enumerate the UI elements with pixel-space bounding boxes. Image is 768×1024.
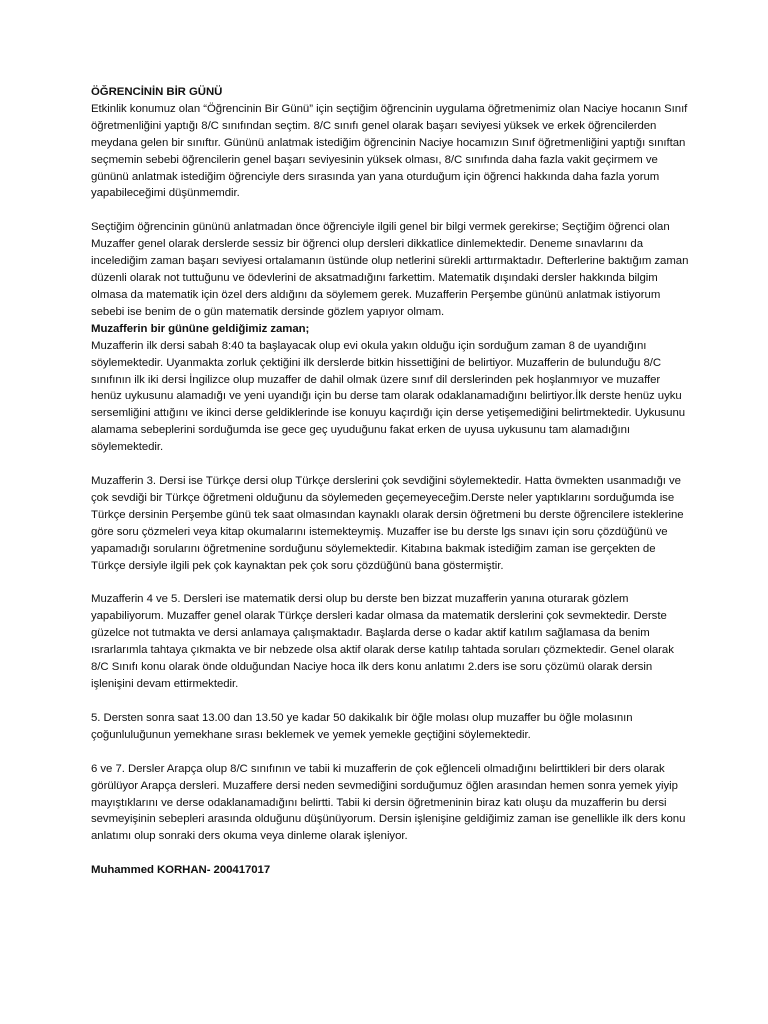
paragraph-spacer — [91, 693, 691, 710]
paragraph-spacer — [91, 845, 691, 862]
paragraph-morning-lessons: Muzafferin ilk dersi sabah 8:40 ta başlayacak olup evi okula yakın olduğu için sorduğum zaman 8 de uyandığını söylemektedir. Uyanmakta zorluk çektiğini ilk derslerde bitkin hissettiğini de belirtiyor. Muzafferin de bulunduğu 8/C sınıfının ilk iki dersi İngilizce olup muzaffer de dahil olmak üzere sınıf dil derslerinden pek hoşlanmıyor ve muzaffer henüz uykusunu alamadığı ve yeni uyandığı için bu derse tam olarak odaklanamadığını belirtiyor.İlk derste henüz uyku sersemliğini attığını ve ikinci derse geldiklerinde ise konuyu kaçırdığı için derse yetişemediğini belirtmektedir. Uykusunu alamama sebeplerini sorduğumda ise gece geç uyuduğunu fakat erken de uyusa uykusunu tam alamadığını söylemektedir. — [91, 339, 686, 454]
author-signature: Muhammed KORHAN- 200417017 — [91, 864, 271, 877]
paragraph-math-lesson: Muzafferin 4 ve 5. Dersleri ise matematik dersi olup bu derste ben bizzat muzafferin yanına oturarak gözlem yapabiliyorum. Muzaffer genel olarak Türkçe dersleri kadar olmasa da matematik derslerini çok sevmektedir. Derste güzelce not tutmakta ve dersi anlamaya çalışmaktadır. Başlarda derse o kadar aktif katılım sağlamasa da benim ısrarlarımla tahtaya çıkmakta ve bir nebzede olsa aktif olarak derse katılıp tahtada soruları çözmektedir. Genel olarak 8/C Sınıfı konu olarak önde olduğundan Naciye hoca ilk ders konu anlatımı 2.ders ise soru çözümü olarak dersin işlenişini devam ettirmektedir. — [91, 593, 674, 690]
paragraph-spacer — [91, 574, 691, 591]
paragraph-lunch-break: 5. Dersten sonra saat 13.00 dan 13.50 ye kadar 50 dakikalık bir öğle molası olup muzaffer bu öğle molasının çoğunluluğunun yemekhane sırası beklemek ve yemek yemekle geçtiğini söylemektedir. — [91, 711, 633, 741]
paragraph-spacer — [91, 456, 691, 473]
section-subheading: Muzafferin bir gününe geldiğimiz zaman; — [91, 322, 310, 335]
paragraph-turkish-lesson: Muzafferin 3. Dersi ise Türkçe dersi olup Türkçe derslerini çok sevdiğini söylemektedir. Hatta övmekten usanmadığı ve çok sevdiği bir Türkçe öğretmeni olduğunu da söylemeden geçemeyeceğim.Derste neler yaptıklarını sorduğumda ise Türkçe dersinin Perşembe günü tek saat olmasından kaynaklı olarak dersin öğretmeni bu derste öğrencilere isteklerine göre soru çözmeleri veya kitap okumalarını istemekteymiş. Muzaffer ise bu derste lgs sınavı için soru çözdüğünü ve yapamadığı sorularını öğretmenine sorduğunu söylemektedir. Kitabına bakmak istediğim zaman ise gerçekten de Türkçe dersiyle ilgili pek çok kaynaktan pek çok soru çözdüğünü bana göstermiştir. — [91, 475, 684, 572]
paragraph-spacer — [91, 744, 691, 761]
paragraph-intro: Etkinlik konumuz olan “Öğrencinin Bir Günü” için seçtiğim öğrencinin uygulama öğretmenimiz olan Naciye hocanın Sınıf öğretmenliğini yaptığı 8/C sınıfından seçtim. 8/C sınıfı genel olarak başarı seviyesi yüksek ve erkek öğrencilerden meydana gelen bir sınıftır. Gününü anlatmak istediğim öğrencinin Naciye hocamızın Sınıf öğretmenliğini yaptığı sınıftan seçmemin sebebi öğrencilerin genel başarı seviyesinin yüksek olması, 8/C sınıfında daha fazla vakit geçirmem ve gününü anlatmak istediğim öğrenciyle ders sırasında yan yana oturduğum için öğrenci hakkında daha fazla yorum yapabileceğimi düşünmemdir. — [91, 102, 688, 200]
document-page — [91, 84, 691, 879]
paragraph-arabic-lesson: 6 ve 7. Dersler Arapça olup 8/C sınıfının ve tabii ki muzafferin de çok eğlenceli olmadığını belirttikleri bir ders olarak görülüyor Arapça dersleri. Muzaffere dersi neden sevmediğini sorduğumuz öğlen arasından hemen sonra yemek yiyip mayıştıklarını ve derse odaklanamadığını belirtti. Tabii ki dersin öğretmeninin biraz katı oluşu da muzafferin bu dersi sevmeyişinin sebepleri arasında olduğunu düşünüyorum. Dersin işlenişine geldiğimiz zaman ise genellikle ilk ders konu anlatımı olup sonraki ders okuma veya dinleme olarak işleniyor. — [91, 762, 686, 843]
paragraph-spacer — [91, 202, 691, 219]
document-title: ÖĞRENCİNİN BİR GÜNÜ — [91, 86, 223, 98]
paragraph-student-info: Seçtiğim öğrencinin gününü anlatmadan önce öğrenciyle ilgili genel bir bilgi vermek gerekirse; Seçtiğim öğrenci olan Muzaffer genel olarak derslerde sessiz bir öğrenci olup dersleri dikkatlice dinlemektedir. Deneme sınavlarını da incelediğim zaman başarı seviyesi ortalamanın üstünde olup netlerini sürekli arttırmaktadır. Defterlerine baktığım zaman düzenli olarak not tuttuğunu ve ödevlerini de aksatmadığını farkettim. Matematik dışındaki dersler hakkında bilgim olmasa da matematik için özel ders aldığını da söylemem gerek. Muzafferin Perşembe gününü anlatmak istiyorum sebebi ise benim de o gün matematik dersinde gözlem yapıyor olmam. — [91, 221, 689, 318]
